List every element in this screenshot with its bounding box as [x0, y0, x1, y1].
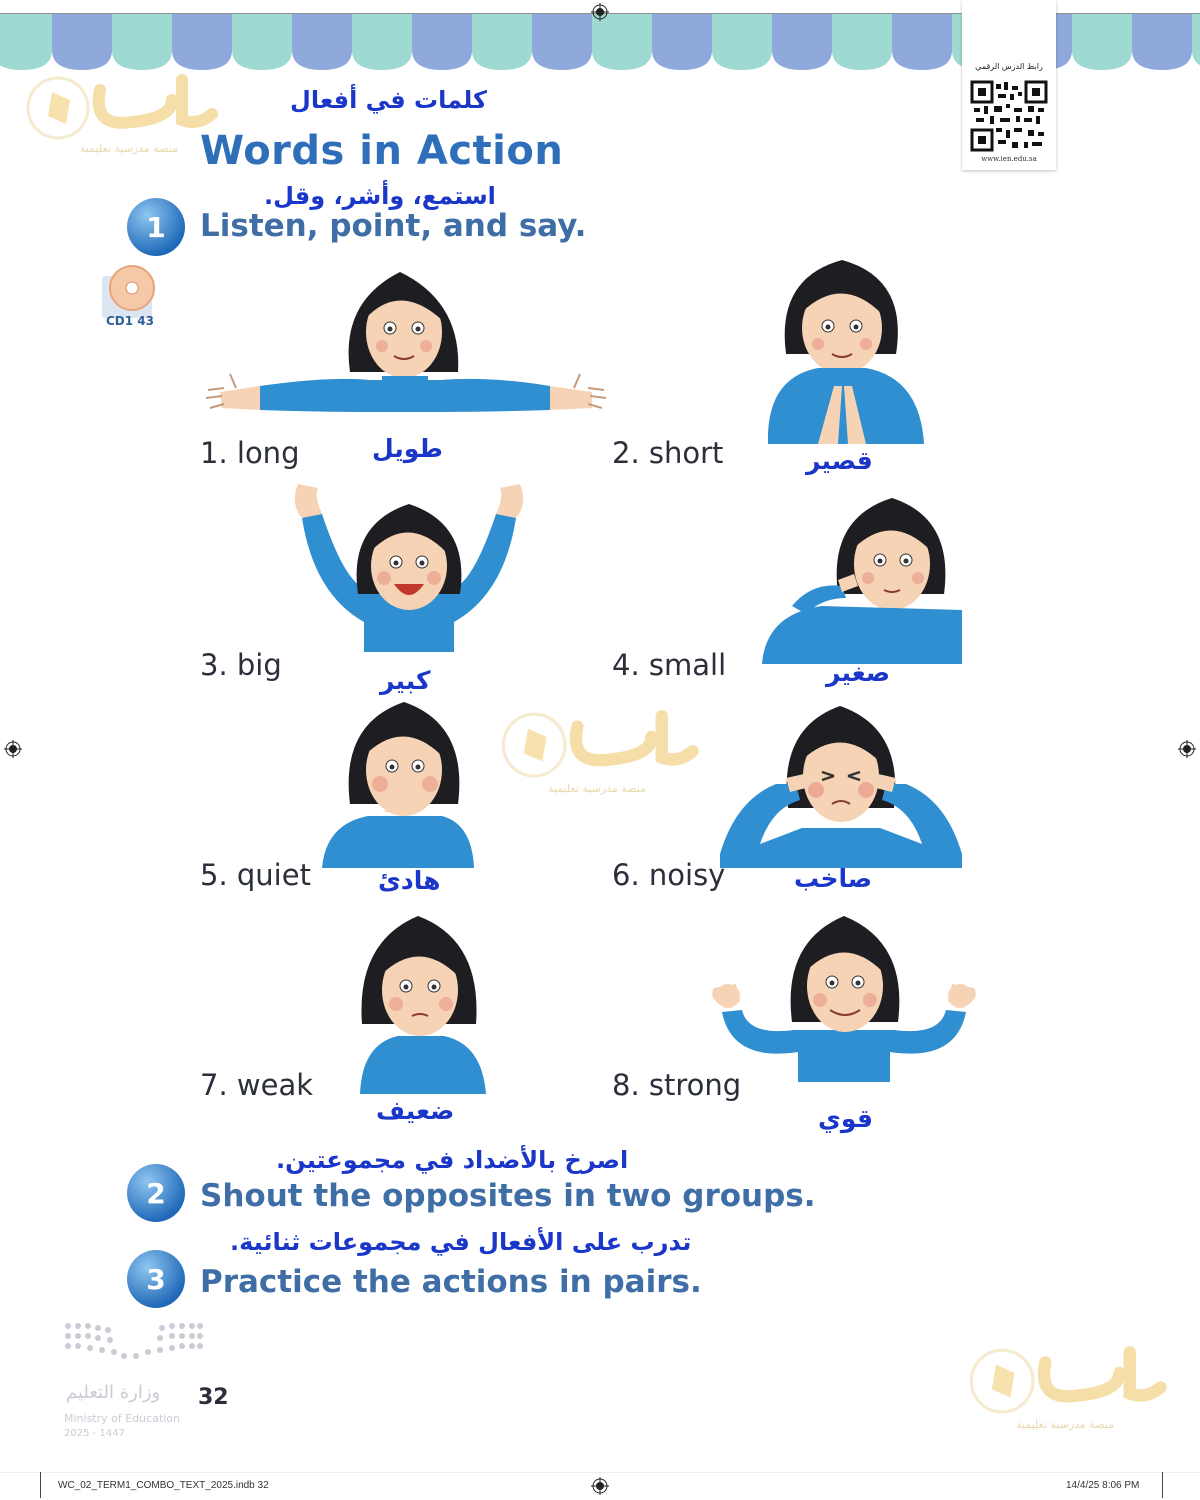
watermark-badge-icon: [490, 706, 710, 778]
awning-scallop: [892, 14, 952, 70]
awning-scallop: [1192, 14, 1200, 70]
activity-number: 1: [146, 211, 166, 244]
awning-scallop: [832, 14, 892, 70]
lesson-title-arabic: كلمات في أفعال: [290, 86, 488, 114]
registration-mark-right: [1178, 740, 1196, 758]
activity-number: 2: [146, 1177, 166, 1210]
awning-scallop: [172, 14, 232, 70]
awning-scallop: [592, 14, 652, 70]
girl-weak-illustration: [358, 914, 488, 1094]
registration-mark-bottom: [591, 1477, 609, 1495]
cd-icon: [100, 262, 160, 318]
activity-2-instruction: Shout the opposites in two groups.: [200, 1178, 816, 1214]
watermark-logo-center: [490, 706, 710, 801]
word-label-7: 7. weak: [200, 1068, 314, 1102]
activity-number-badge-2: [125, 1162, 187, 1224]
awning-scallop: [712, 14, 772, 70]
qr-url: www.ien.edu.sa: [981, 155, 1037, 163]
awning-scallop: [52, 14, 112, 70]
awning-scallop: [112, 14, 172, 70]
word-label-6: 6. noisy: [612, 858, 726, 892]
watermark-tagline: منصة مدرسية تعليمية: [80, 142, 178, 155]
qr-code-icon[interactable]: [970, 80, 1048, 152]
awning-scallop: [772, 14, 832, 70]
word-arabic-4: صغير: [826, 658, 891, 687]
word-arabic-2: قصير: [806, 446, 873, 475]
lesson-title: Words in Action: [200, 128, 564, 174]
awning-scallop: [412, 14, 472, 70]
ministry-name-english: Ministry of Education: [64, 1412, 181, 1425]
word-label-8: 8. strong: [612, 1068, 742, 1102]
ministry-name-arabic: وزارة التعليم: [66, 1382, 161, 1403]
awning-scallop: [1072, 14, 1132, 70]
word-arabic-1: طويل: [372, 434, 443, 463]
footer-file-name: WC_02_TERM1_COMBO_TEXT_2025.indb 32: [58, 1480, 269, 1491]
watermark-tagline: منصة مدرسية تعليمية: [548, 782, 646, 795]
word-arabic-7: ضعيف: [376, 1096, 455, 1125]
footer-date: 14/4/25 8:06 PM: [1066, 1480, 1140, 1491]
footer-tick-right: [1162, 1472, 1163, 1498]
word-arabic-8: قوي: [818, 1104, 873, 1133]
awning-scallop: [0, 14, 52, 70]
girl-long-illustration: [200, 262, 610, 422]
awning-scallop: [352, 14, 412, 70]
watermark-tagline: منصة مدرسية تعليمية: [1016, 1418, 1114, 1431]
activity-number: 3: [146, 1263, 166, 1296]
girl-small-illustration: [762, 494, 962, 666]
ministry-emblem-icon: [60, 1320, 210, 1376]
ministry-logo: [60, 1320, 210, 1445]
awning-scallop: [472, 14, 532, 70]
girl-noisy-illustration: [716, 704, 966, 868]
girl-quiet-illustration: [322, 700, 476, 868]
audio-cd-track[interactable]: [100, 262, 160, 336]
word-label-5: 5. quiet: [200, 858, 311, 892]
activity-3-arabic: تدرب على الأفعال في مجموعات ثنائية.: [230, 1228, 692, 1256]
watermark-badge-icon: [22, 70, 222, 140]
footer-tick-left: [40, 1472, 41, 1498]
awning-scallop: [1132, 14, 1192, 70]
girl-short-illustration: [758, 258, 928, 448]
watermark-badge-icon: [958, 1342, 1178, 1414]
qr-code-panel[interactable]: [962, 0, 1056, 170]
awning-scallop: [532, 14, 592, 70]
word-arabic-5: هادئ: [378, 866, 441, 895]
watermark-logo-top-left: [22, 70, 222, 160]
watermark-logo-bottom-right: [958, 1342, 1178, 1437]
awning-scallop: [232, 14, 292, 70]
word-label-4: 4. small: [612, 648, 727, 682]
girl-big-illustration: [284, 484, 534, 654]
qr-label: رابط الدرس الرقمي: [975, 62, 1043, 71]
activity-1-instruction: Listen, point, and say.: [200, 208, 587, 244]
activity-1-arabic: استمع، وأشر، وقل.: [264, 182, 496, 210]
registration-mark-top: [591, 3, 609, 21]
word-arabic-3: كبير: [380, 666, 431, 695]
cd-track-label: CD1 43: [106, 314, 154, 328]
ministry-year: 2025 - 1447: [64, 1428, 125, 1439]
word-arabic-6: صاخب: [794, 864, 873, 893]
word-label-1: 1. long: [200, 436, 300, 470]
awning-scallop: [652, 14, 712, 70]
activity-3-instruction: Practice the actions in pairs.: [200, 1264, 702, 1300]
registration-mark-left: [4, 740, 22, 758]
word-label-3: 3. big: [200, 648, 282, 682]
activity-2-arabic: اصرخ بالأضداد في مجموعتين.: [276, 1146, 629, 1174]
activity-number-badge-1: [125, 196, 187, 258]
footer-rule: [0, 1472, 1200, 1473]
awning-scallop: [292, 14, 352, 70]
page-number: 32: [198, 1385, 229, 1410]
activity-number-badge-3: [125, 1248, 187, 1310]
word-label-2: 2. short: [612, 436, 724, 470]
girl-strong-illustration: [708, 912, 980, 1082]
